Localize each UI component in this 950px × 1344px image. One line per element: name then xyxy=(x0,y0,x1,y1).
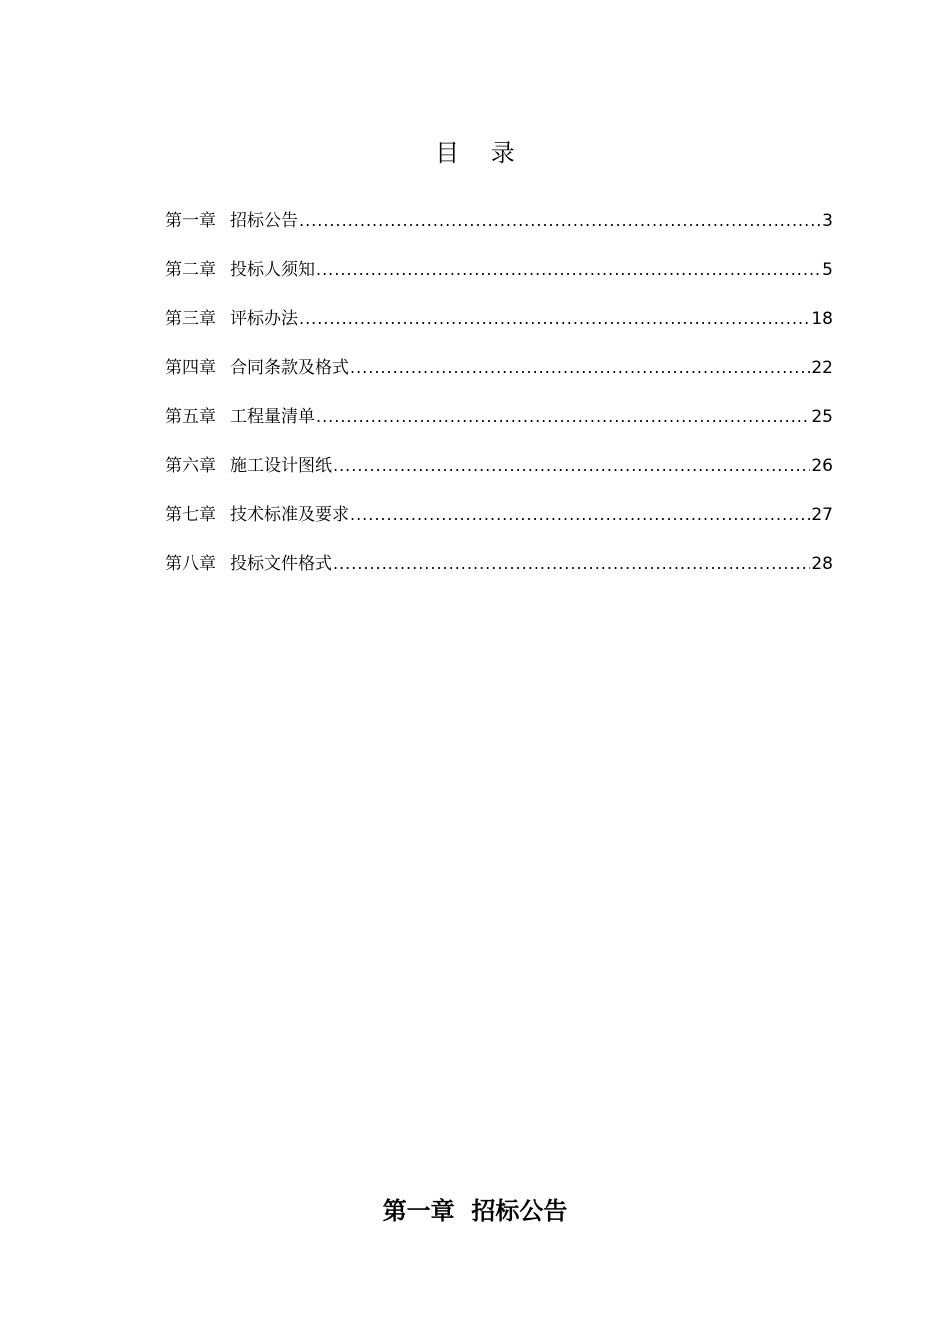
toc-leader-dots xyxy=(316,402,810,432)
toc-page-number: 5 xyxy=(822,260,833,280)
toc-leader-dots xyxy=(299,304,810,334)
toc-chapter-name: 招标公告 xyxy=(230,211,298,231)
toc-chapter-name: 技术标准及要求 xyxy=(230,505,349,525)
toc-chapter-name: 合同条款及格式 xyxy=(230,358,349,378)
toc-page-number: 27 xyxy=(811,505,833,525)
toc-chapter-number: 第一章 xyxy=(165,211,216,231)
toc-page-number: 26 xyxy=(811,456,833,476)
toc-chapter-name: 投标人须知 xyxy=(230,260,315,280)
toc-leader-dots xyxy=(316,255,821,285)
toc-page-number: 22 xyxy=(811,358,833,378)
toc-entry[interactable] xyxy=(165,451,833,500)
toc-title: 目 录 xyxy=(435,139,527,167)
toc-entry[interactable] xyxy=(165,255,833,304)
toc-entry[interactable] xyxy=(165,402,833,451)
toc-chapter-name: 评标办法 xyxy=(230,309,298,329)
toc-chapter-number: 第六章 xyxy=(165,456,216,476)
toc-chapter-number: 第三章 xyxy=(165,309,216,329)
toc-entry[interactable] xyxy=(165,500,833,549)
toc-entry[interactable] xyxy=(165,549,833,598)
toc-entry[interactable] xyxy=(165,353,833,402)
toc-chapter-name: 投标文件格式 xyxy=(230,554,332,574)
toc-leader-dots xyxy=(299,206,821,236)
toc-entry[interactable] xyxy=(165,304,833,353)
table-of-contents xyxy=(165,206,833,598)
chapter-heading: 第一章 招标公告 xyxy=(382,1197,568,1225)
toc-page-number: 3 xyxy=(822,211,833,231)
toc-entry[interactable] xyxy=(165,206,833,255)
toc-chapter-number: 第四章 xyxy=(165,358,216,378)
toc-chapter-name: 施工设计图纸 xyxy=(230,456,332,476)
toc-leader-dots xyxy=(350,500,810,530)
toc-chapter-number: 第八章 xyxy=(165,554,216,574)
toc-page-number: 25 xyxy=(811,407,833,427)
toc-leader-dots xyxy=(350,353,810,383)
toc-page-number: 28 xyxy=(811,554,833,574)
toc-leader-dots xyxy=(333,549,810,579)
toc-page-number: 18 xyxy=(811,309,833,329)
toc-chapter-number: 第七章 xyxy=(165,505,216,525)
toc-chapter-name: 工程量清单 xyxy=(230,407,315,427)
toc-chapter-number: 第五章 xyxy=(165,407,216,427)
toc-chapter-number: 第二章 xyxy=(165,260,216,280)
toc-leader-dots xyxy=(333,451,810,481)
